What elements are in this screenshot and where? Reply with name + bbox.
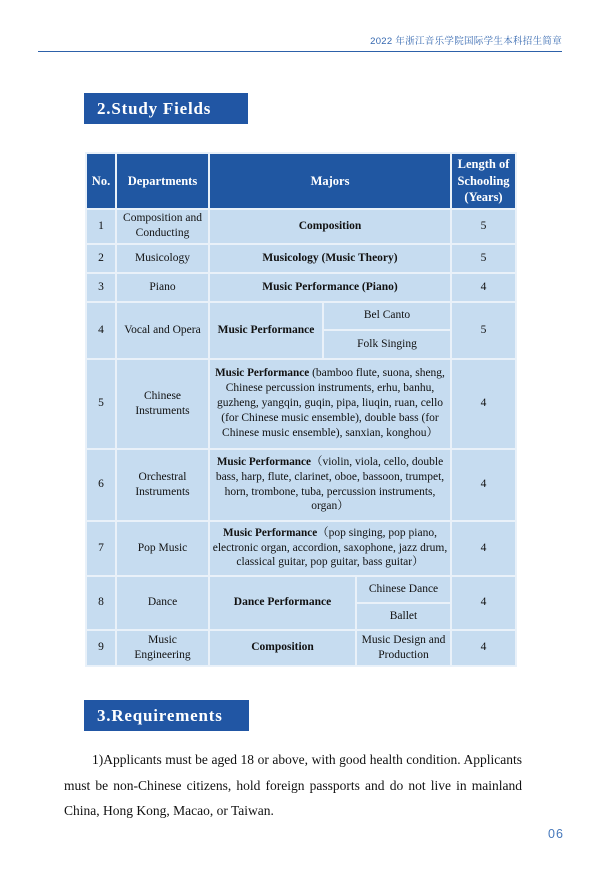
header-divider bbox=[38, 51, 562, 52]
study-fields-table bbox=[85, 152, 517, 667]
major-name: Music Performance bbox=[223, 526, 318, 539]
table-header-row bbox=[86, 153, 516, 209]
cell-department: Dance bbox=[116, 576, 209, 630]
table-row bbox=[86, 273, 516, 302]
cell-years: 5 bbox=[451, 209, 516, 244]
cell-major: Musicology (Music Theory) bbox=[209, 244, 451, 273]
cell-department: Music Engineering bbox=[116, 630, 209, 666]
cell-department: Orchestral Instruments bbox=[116, 449, 209, 521]
cell-no: 8 bbox=[86, 576, 116, 630]
cell-no: 1 bbox=[86, 209, 116, 244]
cell-specialization: Chinese Dance bbox=[356, 576, 451, 603]
page-number: 06 bbox=[548, 827, 564, 841]
column-header-no: No. bbox=[86, 153, 116, 209]
table-row bbox=[86, 359, 516, 449]
cell-specialization: Ballet bbox=[356, 603, 451, 630]
major-name: Music Performance bbox=[216, 455, 311, 468]
cell-department: Piano bbox=[116, 273, 209, 302]
column-header-departments: Departments bbox=[116, 153, 209, 209]
cell-major: Music Performance bbox=[209, 302, 323, 359]
table-row bbox=[86, 630, 516, 666]
cell-no: 4 bbox=[86, 302, 116, 359]
cell-no: 5 bbox=[86, 359, 116, 449]
cell-department: Chinese Instruments bbox=[116, 359, 209, 449]
cell-years: 4 bbox=[451, 359, 516, 449]
cell-specialization: Bel Canto bbox=[323, 302, 451, 330]
section-title-requirements: 3.Requirements bbox=[84, 700, 249, 731]
cell-specialization: Music Design and Production bbox=[356, 630, 451, 666]
cell-major: Composition bbox=[209, 630, 356, 666]
table-row bbox=[86, 449, 516, 521]
cell-years: 4 bbox=[451, 521, 516, 576]
table-row bbox=[86, 209, 516, 244]
cell-major: Music Performance (Piano) bbox=[209, 273, 451, 302]
major-instruments: (bamboo flute, suona, sheng, Chinese percussion instruments, erhu, banhu, guzheng, yangqin, guqin, pipa, liuqin, ruan, cello (for Chinese music ensemble), double bass (for Chinese music ensemble), sanxian, konghou） bbox=[216, 367, 445, 439]
cell-specialization: Folk Singing bbox=[323, 330, 451, 359]
cell-major bbox=[209, 449, 451, 521]
cell-years: 4 bbox=[451, 449, 516, 521]
table-row bbox=[86, 302, 516, 330]
requirements-paragraph: 1)Applicants must be aged 18 or above, with good health condition. Applicants must be non-Chinese citizens, hold foreign passports and do not live in mainland China, Hong Kong, Macao, or Taiwan. bbox=[64, 752, 522, 818]
cell-major bbox=[209, 359, 451, 449]
table-row bbox=[86, 244, 516, 273]
cell-years: 5 bbox=[451, 244, 516, 273]
table-row bbox=[86, 576, 516, 603]
cell-no: 2 bbox=[86, 244, 116, 273]
document-header-title: 2022 年浙江音乐学院国际学生本科招生简章 bbox=[370, 36, 562, 47]
cell-no: 3 bbox=[86, 273, 116, 302]
cell-department: Composition and Conducting bbox=[116, 209, 209, 244]
major-instruments: （violin, viola, cello, double bass, harp, flute, clarinet, oboe, bassoon, trumpet, horn, trombone, tuba, percussion instruments, organ） bbox=[215, 455, 445, 513]
cell-years: 4 bbox=[451, 576, 516, 630]
cell-major: Dance Performance bbox=[209, 576, 356, 630]
cell-no: 6 bbox=[86, 449, 116, 521]
column-header-length-of-schooling: Length of Schooling (Years) bbox=[451, 153, 516, 209]
cell-major bbox=[209, 521, 451, 576]
cell-department: Musicology bbox=[116, 244, 209, 273]
cell-years: 4 bbox=[451, 630, 516, 666]
cell-no: 9 bbox=[86, 630, 116, 666]
cell-no: 7 bbox=[86, 521, 116, 576]
section-title-study-fields: 2.Study Fields bbox=[84, 93, 248, 124]
cell-department: Pop Music bbox=[116, 521, 209, 576]
major-instruments: （pop singing, pop piano, electronic organ, accordion, saxophone, jazz drum, classical guitar, pop guitar, bass guitar） bbox=[212, 526, 448, 569]
cell-years: 4 bbox=[451, 273, 516, 302]
cell-department: Vocal and Opera bbox=[116, 302, 209, 359]
major-name: Music Performance bbox=[215, 367, 310, 380]
table-row bbox=[86, 521, 516, 576]
column-header-majors: Majors bbox=[209, 153, 451, 209]
cell-years: 5 bbox=[451, 302, 516, 359]
cell-major: Composition bbox=[209, 209, 451, 244]
